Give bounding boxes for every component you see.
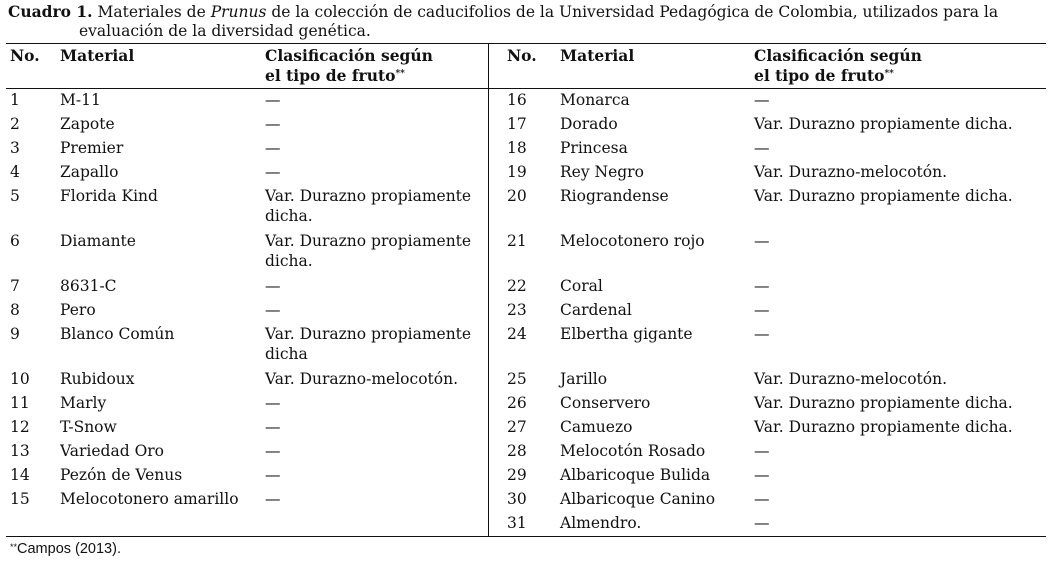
fruit-classification: —: [265, 139, 281, 157]
fruit-classification: —: [754, 301, 770, 319]
fruit-classification: —: [265, 442, 281, 460]
material-name: Elbertha gigante: [560, 325, 693, 343]
header-footnote-mark: **: [884, 69, 894, 79]
fruit-classification: —: [265, 301, 281, 319]
row-number: 31: [507, 514, 527, 532]
caption-continuation: evaluación de la diversidad genética.: [79, 22, 371, 40]
material-name: Marly: [60, 394, 107, 412]
row-number: 6: [10, 232, 20, 250]
fruit-classification: Var. Durazno propiamente dicha.: [754, 418, 1013, 436]
fruit-classification: —: [754, 514, 770, 532]
table-top-rule: [6, 43, 1046, 44]
material-name: T-Snow: [60, 418, 117, 436]
fruit-classification: Var. Durazno propiamente dicha: [265, 325, 472, 363]
fruit-classification: —: [265, 490, 281, 508]
material-name: Diamante: [60, 232, 136, 250]
material-name: Melocotón Rosado: [560, 442, 706, 460]
row-number: 21: [507, 232, 527, 250]
footnote-mark: **: [10, 542, 18, 552]
header-material-left: Material: [60, 46, 135, 65]
row-number: 10: [10, 370, 30, 388]
caption-label: Cuadro 1.: [8, 2, 93, 21]
material-name: Melocotonero rojo: [560, 232, 705, 250]
material-name: Cardenal: [560, 301, 632, 319]
material-name: Princesa: [560, 139, 628, 157]
material-name: Variedad Oro: [60, 442, 165, 460]
material-name: Monarca: [560, 91, 630, 109]
fruit-classification: Var. Durazno-melocotón.: [265, 370, 458, 388]
header-classification-line2: el tipo de fruto: [265, 66, 396, 85]
material-name: Riograndense: [560, 187, 669, 205]
header-bottom-rule: [6, 88, 1046, 89]
row-number: 12: [10, 418, 30, 436]
fruit-classification: —: [754, 91, 770, 109]
material-name: Florida Kind: [60, 187, 158, 205]
fruit-classification: —: [265, 91, 281, 109]
fruit-classification: —: [754, 490, 770, 508]
fruit-classification: —: [265, 277, 281, 295]
row-number: 1: [10, 91, 20, 109]
material-name: M-11: [60, 91, 101, 109]
row-number: 24: [507, 325, 527, 343]
material-name: Pezón de Venus: [60, 466, 183, 484]
material-name: Rubidoux: [60, 370, 135, 388]
caption-italic-genus: Prunus: [210, 3, 267, 21]
row-number: 18: [507, 139, 527, 157]
table-bottom-rule: [6, 536, 1046, 537]
material-name: Almendro.: [560, 514, 642, 532]
row-number: 15: [10, 490, 30, 508]
row-number: 14: [10, 466, 30, 484]
row-number: 25: [507, 370, 527, 388]
material-name: Zapote: [60, 115, 115, 133]
fruit-classification: —: [754, 139, 770, 157]
material-name: Blanco Común: [60, 325, 175, 343]
material-name: Dorado: [560, 115, 618, 133]
fruit-classification: —: [754, 325, 770, 343]
header-no-left: No.: [10, 46, 40, 65]
fruit-classification: —: [754, 442, 770, 460]
row-number: 3: [10, 139, 20, 157]
fruit-classification: Var. Durazno propiamente dicha.: [754, 394, 1013, 412]
row-number: 28: [507, 442, 527, 460]
row-number: 30: [507, 490, 527, 508]
column-divider: [488, 43, 489, 536]
header-classification-line1: Clasificación según: [754, 46, 922, 65]
caption-text-after: de la colección de caducifolios de la Universidad Pedagógica de Colombia, utilizados para la: [271, 3, 999, 21]
header-classification-line2: el tipo de fruto: [754, 66, 885, 85]
fruit-classification: —: [265, 115, 281, 133]
fruit-classification: —: [754, 232, 770, 250]
row-number: 20: [507, 187, 527, 205]
header-classification-right: [754, 46, 922, 86]
material-name: Coral: [560, 277, 603, 295]
caption-text-before: Materiales de: [97, 3, 206, 21]
row-number: 7: [10, 277, 20, 295]
material-name: Albaricoque Bulida: [560, 466, 711, 484]
fruit-classification: —: [754, 466, 770, 484]
row-number: 11: [10, 394, 30, 412]
row-number: 2: [10, 115, 20, 133]
row-number: 4: [10, 163, 20, 181]
material-name: Albaricoque Canino: [560, 490, 716, 508]
row-number: 23: [507, 301, 527, 319]
material-name: Conservero: [560, 394, 651, 412]
fruit-classification: —: [265, 418, 281, 436]
table-caption: [8, 2, 1044, 41]
header-footnote-mark: **: [395, 69, 405, 79]
header-material-right: Material: [560, 46, 635, 65]
row-number: 22: [507, 277, 527, 295]
row-number: 19: [507, 163, 527, 181]
row-number: 29: [507, 466, 527, 484]
row-number: 13: [10, 442, 30, 460]
fruit-classification: Var. Durazno-melocotón.: [754, 163, 947, 181]
fruit-classification: Var. Durazno propiamente dicha.: [265, 187, 472, 225]
header-classification-line1: Clasificación según: [265, 46, 433, 65]
material-name: Jarillo: [560, 370, 608, 388]
material-name: Melocotonero amarillo: [60, 490, 239, 508]
row-number: 8: [10, 301, 20, 319]
material-name: Camuezo: [560, 418, 633, 436]
material-name: Pero: [60, 301, 96, 319]
footnote: [10, 540, 121, 558]
row-number: 17: [507, 115, 527, 133]
row-number: 26: [507, 394, 527, 412]
material-name: Premier: [60, 139, 124, 157]
material-name: Rey Negro: [560, 163, 644, 181]
fruit-classification: Var. Durazno propiamente dicha.: [754, 187, 1013, 205]
fruit-classification: Var. Durazno-melocotón.: [754, 370, 947, 388]
fruit-classification: —: [265, 394, 281, 412]
fruit-classification: —: [265, 163, 281, 181]
header-classification-left: [265, 46, 433, 86]
fruit-classification: —: [265, 466, 281, 484]
fruit-classification: Var. Durazno propiamente dicha.: [754, 115, 1013, 133]
footnote-text: Campos (2013).: [17, 541, 121, 557]
fruit-classification: Var. Durazno propiamente dicha.: [265, 232, 472, 270]
row-number: 9: [10, 325, 20, 343]
fruit-classification: —: [754, 277, 770, 295]
row-number: 16: [507, 91, 527, 109]
header-no-right: No.: [507, 46, 537, 65]
row-number: 5: [10, 187, 20, 205]
row-number: 27: [507, 418, 527, 436]
material-name: Zapallo: [60, 163, 119, 181]
material-name: 8631-C: [60, 277, 117, 295]
